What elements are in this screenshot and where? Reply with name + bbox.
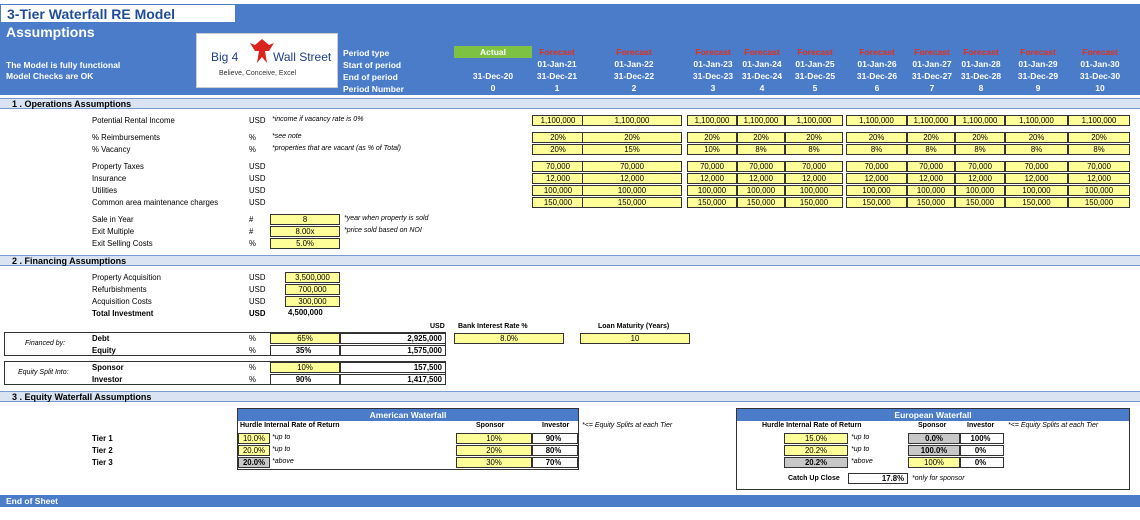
ops-note-0: *income if vacancy rate is 0%: [272, 116, 364, 123]
period-type-0: Actual: [454, 46, 532, 58]
ops-input-6-0[interactable]: 150,000: [532, 197, 584, 208]
ops-input-2-7[interactable]: 8%: [955, 144, 1005, 155]
ops-input-2-8[interactable]: 8%: [1005, 144, 1068, 155]
tier-1-label: Tier 1: [92, 434, 113, 443]
am-sponsor-1[interactable]: 20%: [456, 445, 532, 456]
tier-2-label: Tier 2: [92, 446, 113, 455]
ops-input-4-6[interactable]: 12,000: [907, 173, 955, 184]
period-labels: [343, 47, 404, 95]
ops-input-0-5[interactable]: 1,100,000: [846, 115, 907, 126]
logo: [196, 33, 338, 88]
period-type-5: Forecast: [797, 47, 833, 57]
ops-input-1-8[interactable]: 20%: [1005, 132, 1068, 143]
period-start-4: 01-Jan-24: [742, 59, 782, 69]
eq-section-header: 3 . Equity Waterfall Assumptions: [0, 391, 1140, 402]
fin-unit-0: USD: [249, 273, 266, 282]
ops-input-2-3[interactable]: 8%: [737, 144, 785, 155]
ops-input-0-0[interactable]: 1,100,000: [532, 115, 584, 126]
ops-unit-6: USD: [249, 198, 266, 207]
eu-investor-header: Investor: [967, 422, 995, 429]
sale-note-1: *price sold based on NOI: [344, 227, 422, 234]
ops-input-2-1[interactable]: 15%: [582, 144, 682, 155]
period-end-1: 31-Dec-21: [536, 71, 578, 81]
period-end-9: 31-Dec-29: [1017, 71, 1059, 81]
period-start-2: 01-Jan-22: [614, 59, 654, 69]
ops-unit-5: USD: [249, 186, 266, 195]
period-type-9: Forecast: [1020, 47, 1056, 57]
ops-input-2-2[interactable]: 10%: [687, 144, 737, 155]
ops-input-5-5[interactable]: 100,000: [846, 185, 907, 196]
ops-input-3-2[interactable]: 70,000: [687, 161, 737, 172]
period-end-0: 31-Dec-20: [472, 71, 514, 81]
sale-unit-1: #: [249, 227, 254, 236]
period-start-3: 01-Jan-23: [693, 59, 733, 69]
ops-input-1-2[interactable]: 20%: [687, 132, 737, 143]
ops-input-0-8[interactable]: 1,100,000: [1005, 115, 1068, 126]
period-num-3: 3: [710, 83, 716, 93]
catch-up-value: 17.8%: [848, 473, 908, 484]
ops-unit-3: USD: [249, 162, 266, 171]
financed-by-label: Financed by:: [25, 340, 66, 347]
ops-input-1-9[interactable]: 20%: [1068, 132, 1130, 143]
am-sponsor-header: Sponsor: [476, 422, 505, 429]
period-num-0: 0: [490, 83, 496, 93]
ops-input-1-3[interactable]: 20%: [737, 132, 785, 143]
ops-input-6-1[interactable]: 150,000: [582, 197, 682, 208]
ops-input-3-6[interactable]: 70,000: [907, 161, 955, 172]
ops-input-5-4[interactable]: 100,000: [785, 185, 843, 196]
period-col-6: [848, 46, 906, 94]
fin-total: 4,500,000: [285, 308, 340, 319]
ops-section-header: 1 . Operations Assumptions: [0, 98, 1140, 109]
ops-input-5-7[interactable]: 100,000: [955, 185, 1005, 196]
american-title: American Waterfall: [238, 409, 578, 421]
eu-sponsor-1: 100.0%: [908, 445, 960, 456]
period-start-7: 01-Jan-27: [912, 59, 952, 69]
period-col-7: [909, 46, 955, 94]
equity-unit: %: [249, 346, 256, 355]
sale-label-2: Exit Selling Costs: [92, 239, 153, 248]
investor-pct: 90%: [270, 374, 340, 385]
ops-input-1-6[interactable]: 20%: [907, 132, 955, 143]
period-start-10: 01-Jan-30: [1080, 59, 1120, 69]
period-col-10: [1070, 46, 1130, 94]
am-cond-1: *up to: [272, 446, 291, 453]
sponsor-amount: 157,500: [340, 362, 446, 373]
am-hurdle-header: Hurdle Internal Rate of Return: [240, 422, 340, 429]
am-split-note: *<= Equity Splits at each Tier: [582, 422, 673, 429]
period-end-10: 31-Dec-30: [1079, 71, 1121, 81]
eu-investor-2: 0%: [960, 457, 1004, 468]
tier-3-label: Tier 3: [92, 458, 113, 467]
ops-input-1-4[interactable]: 20%: [785, 132, 843, 143]
eu-sponsor-header: Sponsor: [918, 422, 947, 429]
bank-rate-label: Bank Interest Rate %: [458, 323, 528, 330]
ops-input-3-9[interactable]: 70,000: [1068, 161, 1130, 172]
ops-input-6-9[interactable]: 150,000: [1068, 197, 1130, 208]
period-col-5: [787, 46, 843, 94]
loan-maturity-label: Loan Maturity (Years): [598, 323, 670, 330]
ops-input-4-9[interactable]: 12,000: [1068, 173, 1130, 184]
am-investor-header: Investor: [542, 422, 570, 429]
period-end-2: 31-Dec-22: [613, 71, 655, 81]
ops-input-3-7[interactable]: 70,000: [955, 161, 1005, 172]
am-investor-2: 70%: [532, 457, 578, 468]
period-num-6: 6: [874, 83, 880, 93]
ops-unit-2: %: [249, 145, 256, 154]
ops-input-5-2[interactable]: 100,000: [687, 185, 737, 196]
ops-input-0-1[interactable]: 1,100,000: [582, 115, 682, 126]
eu-sponsor-2[interactable]: 100%: [908, 457, 960, 468]
period-num-7: 7: [929, 83, 935, 93]
ops-input-4-5[interactable]: 12,000: [846, 173, 907, 184]
eu-rate-2: 20.2%: [784, 457, 848, 468]
sale-label-1: Exit Multiple: [92, 227, 135, 236]
ops-input-4-0[interactable]: 12,000: [532, 173, 584, 184]
model-status: [6, 60, 120, 82]
ops-input-0-6[interactable]: 1,100,000: [907, 115, 955, 126]
sale-label-0: Sale in Year: [92, 215, 134, 224]
fin-label-2: Acquisition Costs: [92, 297, 152, 306]
am-sponsor-2[interactable]: 30%: [456, 457, 532, 468]
period-col-4: [739, 46, 785, 94]
sponsor-unit: %: [249, 363, 256, 372]
period-type-7: Forecast: [914, 47, 950, 57]
ops-input-5-1[interactable]: 100,000: [582, 185, 682, 196]
period-type-1: Forecast: [539, 47, 575, 57]
investor-unit: %: [249, 375, 256, 384]
ops-input-4-7[interactable]: 12,000: [955, 173, 1005, 184]
eu-cond-2: *above: [851, 458, 873, 465]
start-label: Start of period: [343, 60, 402, 70]
sponsor-pct-input[interactable]: 10%: [270, 362, 340, 373]
period-col-8: [957, 46, 1005, 94]
ops-input-6-8[interactable]: 150,000: [1005, 197, 1068, 208]
debt-label: Debt: [92, 334, 110, 343]
logo-tagline: Believe, Conceive, Excel: [219, 70, 297, 77]
ops-input-5-3[interactable]: 100,000: [737, 185, 785, 196]
ops-input-3-4[interactable]: 70,000: [785, 161, 843, 172]
period-col-9: [1007, 46, 1069, 94]
period-start-9: 01-Jan-29: [1018, 59, 1058, 69]
fin-label-0: Property Acquisition: [92, 273, 161, 282]
eu-investor-0: 100%: [960, 433, 1004, 444]
ops-label-5: Utilities: [92, 186, 118, 195]
ops-input-2-4[interactable]: 8%: [785, 144, 843, 155]
am-investor-1: 80%: [532, 445, 578, 456]
ops-input-5-8[interactable]: 100,000: [1005, 185, 1068, 196]
fin-unit-1: USD: [249, 285, 266, 294]
ops-note-1: *see note: [272, 133, 302, 140]
period-type-3: Forecast: [695, 47, 731, 57]
fin-unit-3: USD: [249, 309, 266, 318]
usd-label: USD: [430, 323, 445, 330]
catch-up-label: Catch Up Close: [788, 475, 840, 482]
period-num-10: 10: [1095, 83, 1105, 93]
am-rate-2: 20.0%: [238, 457, 270, 468]
period-end-3: 31-Dec-23: [692, 71, 734, 81]
ops-input-0-4[interactable]: 1,100,000: [785, 115, 843, 126]
catch-up-note: *only for sponsor: [912, 475, 965, 482]
period-start-8: 01-Jan-28: [961, 59, 1001, 69]
period-end-7: 31-Dec-27: [911, 71, 953, 81]
period-end-8: 31-Dec-28: [960, 71, 1002, 81]
eu-cond-0: *up to: [851, 434, 870, 441]
am-cond-2: *above: [272, 458, 294, 465]
european-title: European Waterfall: [737, 409, 1129, 421]
equity-label: Equity: [92, 346, 116, 355]
header-band: [236, 4, 1140, 23]
period-num-1: 1: [554, 83, 560, 93]
ops-unit-1: %: [249, 133, 256, 142]
ops-input-6-3[interactable]: 150,000: [737, 197, 785, 208]
model-title: 3-Tier Waterfall RE Model: [0, 4, 236, 23]
ops-input-3-3[interactable]: 70,000: [737, 161, 785, 172]
ops-input-6-4[interactable]: 150,000: [785, 197, 843, 208]
eu-hurdle-header: Hurdle Internal Rate of Return: [762, 422, 862, 429]
ops-input-4-3[interactable]: 12,000: [737, 173, 785, 184]
ops-input-1-0[interactable]: 20%: [532, 132, 584, 143]
ops-input-6-6[interactable]: 150,000: [907, 197, 955, 208]
fin-label-1: Refurbishments: [92, 285, 147, 294]
ops-label-1: % Reimbursements: [92, 133, 161, 142]
ops-input-2-0[interactable]: 20%: [532, 144, 584, 155]
ops-input-5-6[interactable]: 100,000: [907, 185, 955, 196]
fin-input-0[interactable]: 3,500,000: [285, 272, 340, 283]
ops-input-2-5[interactable]: 8%: [846, 144, 907, 155]
period-end-5: 31-Dec-25: [794, 71, 836, 81]
eu-investor-1: 0%: [960, 445, 1004, 456]
ops-input-1-7[interactable]: 20%: [955, 132, 1005, 143]
section-title: Assumptions: [6, 24, 95, 40]
ops-input-6-7[interactable]: 150,000: [955, 197, 1005, 208]
eu-sponsor-0: 0.0%: [908, 433, 960, 444]
ops-label-0: Potential Rental Income: [92, 116, 175, 125]
debt-amount: 2,925,000: [340, 333, 446, 344]
ops-input-3-0[interactable]: 70,000: [532, 161, 584, 172]
equity-amount: 1,575,000: [340, 345, 446, 356]
ops-label-2: % Vacancy: [92, 145, 131, 154]
period-col-1: [532, 46, 582, 94]
end-label: End of period: [343, 72, 398, 82]
bank-rate-input[interactable]: 8.0%: [454, 333, 564, 344]
ops-input-6-2[interactable]: 150,000: [687, 197, 737, 208]
period-number-label: Period Number: [343, 84, 404, 94]
period-end-4: 31-Dec-24: [741, 71, 783, 81]
ops-input-5-0[interactable]: 100,000: [532, 185, 584, 196]
am-investor-0: 90%: [532, 433, 578, 444]
ops-label-6: Common area maintenance charges: [92, 198, 219, 207]
period-col-2: [584, 46, 684, 94]
period-start-1: 01-Jan-21: [537, 59, 577, 69]
fin-label-3: Total Investment: [92, 309, 154, 318]
period-type-2: Forecast: [616, 47, 652, 57]
status-checks: Model Checks are OK: [6, 71, 94, 81]
equity-split-label: Equity Split Into:: [18, 369, 69, 376]
am-rate-1[interactable]: 20.0%: [238, 445, 270, 456]
period-start-0: [454, 58, 532, 70]
sale-unit-2: %: [249, 239, 256, 248]
ops-input-3-5[interactable]: 70,000: [846, 161, 907, 172]
eu-split-note: *<= Equity Splits at each Tier: [1008, 422, 1099, 429]
ops-input-3-1[interactable]: 70,000: [582, 161, 682, 172]
ops-input-4-1[interactable]: 12,000: [582, 173, 682, 184]
period-col-0: [454, 46, 532, 94]
period-type-4: Forecast: [744, 47, 780, 57]
am-rate-0[interactable]: 10.0%: [238, 433, 270, 444]
period-num-2: 2: [631, 83, 637, 93]
eu-cond-1: *up to: [851, 446, 870, 453]
period-type-8: Forecast: [963, 47, 999, 57]
ops-unit-4: USD: [249, 174, 266, 183]
debt-pct-input[interactable]: 65%: [270, 333, 340, 344]
loan-maturity-input[interactable]: 10: [580, 333, 690, 344]
eu-rate-1: 20.2%: [784, 445, 848, 456]
ops-input-2-6[interactable]: 8%: [907, 144, 955, 155]
ops-note-2: *properties that are vacant (as % of Total): [272, 145, 401, 152]
am-cond-0: *up to: [272, 434, 291, 441]
ops-input-0-2[interactable]: 1,100,000: [687, 115, 737, 126]
ops-input-1-1[interactable]: 20%: [582, 132, 682, 143]
investor-label: Investor: [92, 375, 123, 384]
ops-input-1-5[interactable]: 20%: [846, 132, 907, 143]
ops-input-6-5[interactable]: 150,000: [846, 197, 907, 208]
ops-input-4-8[interactable]: 12,000: [1005, 173, 1068, 184]
logo-text-right: Wall Street: [273, 50, 332, 64]
debt-unit: %: [249, 334, 256, 343]
am-sponsor-0[interactable]: 10%: [456, 433, 532, 444]
fin-input-1[interactable]: 700,000: [285, 284, 340, 295]
period-type-10: Forecast: [1082, 47, 1118, 57]
period-start-6: 01-Jan-26: [857, 59, 897, 69]
ops-input-0-7[interactable]: 1,100,000: [955, 115, 1005, 126]
ops-unit-0: USD: [249, 116, 266, 125]
period-col-3: [689, 46, 737, 94]
ops-input-3-8[interactable]: 70,000: [1005, 161, 1068, 172]
ops-input-0-9[interactable]: 1,100,000: [1068, 115, 1130, 126]
period-num-9: 9: [1035, 83, 1041, 93]
ops-input-4-4[interactable]: 12,000: [785, 173, 843, 184]
eagle-icon: [249, 37, 275, 67]
status-functional: The Model is fully functional: [6, 60, 121, 70]
ops-input-0-3[interactable]: 1,100,000: [737, 115, 785, 126]
sale-note-0: *year when property is sold: [344, 215, 429, 222]
period-num-4: 4: [759, 83, 765, 93]
sale-input-0[interactable]: 8: [270, 214, 340, 225]
sale-input-1[interactable]: 8.00x: [270, 226, 340, 237]
sale-input-2[interactable]: 5.0%: [270, 238, 340, 249]
period-end-6: 31-Dec-26: [856, 71, 898, 81]
ops-label-4: Insurance: [92, 174, 127, 183]
logo-text-left: Big 4: [211, 50, 239, 64]
ops-input-2-9[interactable]: 8%: [1068, 144, 1130, 155]
ops-input-4-2[interactable]: 12,000: [687, 173, 737, 184]
ops-label-3: Property Taxes: [92, 162, 144, 171]
investor-amount: 1,417,500: [340, 374, 446, 385]
end-of-sheet: End of Sheet: [0, 495, 1140, 507]
ops-input-5-9[interactable]: 100,000: [1068, 185, 1130, 196]
eu-rate-0: 15.0%: [784, 433, 848, 444]
sponsor-label: Sponsor: [92, 363, 124, 372]
period-num-8: 8: [978, 83, 984, 93]
period-num-5: 5: [812, 83, 818, 93]
period-type-6: Forecast: [859, 47, 895, 57]
period-start-5: 01-Jan-25: [795, 59, 835, 69]
equity-pct: 35%: [270, 345, 340, 356]
fin-unit-2: USD: [249, 297, 266, 306]
fin-input-2[interactable]: 300,000: [285, 296, 340, 307]
sale-unit-0: #: [249, 215, 254, 224]
fin-section-header: 2 . Financing Assumptions: [0, 255, 1140, 266]
period-type-label: Period type: [343, 48, 390, 58]
